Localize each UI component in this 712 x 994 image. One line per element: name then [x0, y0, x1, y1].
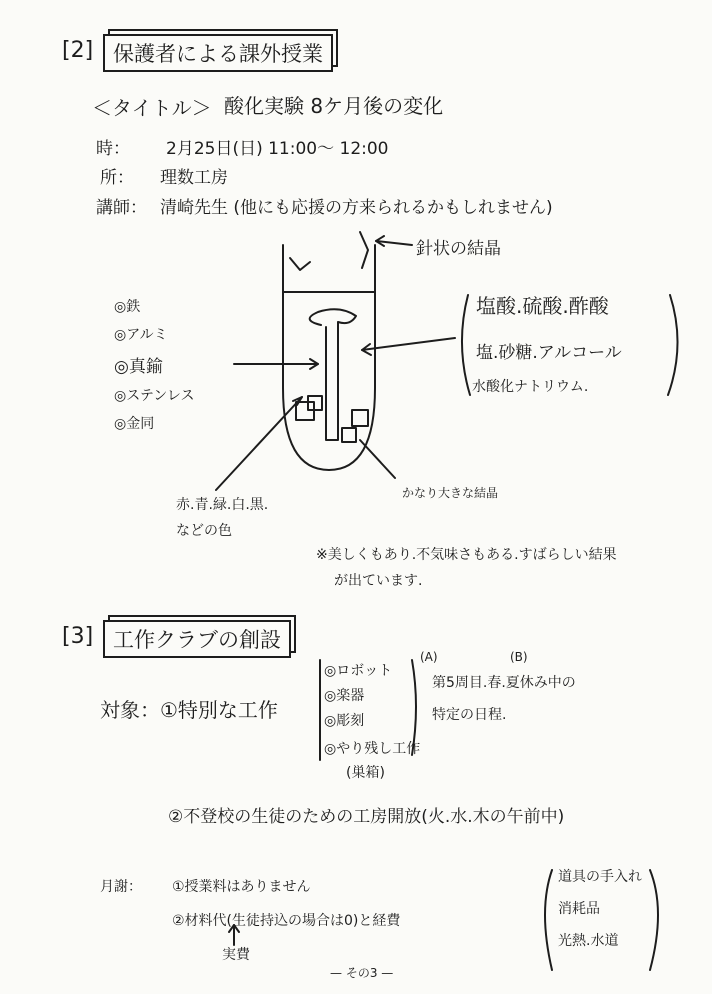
expense-item: 消耗品 — [558, 901, 600, 917]
result-note-line2: が出ています. — [334, 573, 423, 589]
section3-title: 工作クラブの創設 — [103, 620, 291, 658]
expense-item: 道具の手入れ — [558, 869, 642, 885]
place-label: 所： — [100, 168, 134, 188]
title-label: ＜タイトル＞ — [92, 96, 212, 120]
teacher-label: 講師： — [96, 198, 147, 218]
club-option: ◎楽器 — [324, 688, 365, 704]
fee-item2: ②材料代(生徒持込の場合は0)と経費 — [172, 913, 401, 929]
colors-line2: などの色 — [176, 523, 232, 539]
section3-number: [3] — [62, 624, 94, 649]
page-number: — その3 — — [330, 966, 394, 980]
schedule-line1: 第5周目.春.夏休み中の — [432, 675, 576, 691]
section2-number: [2] — [62, 38, 94, 63]
colors-line1: 赤.青.緑.白.黒. — [176, 497, 269, 513]
acids-line2: 塩.砂糖.アルコール — [476, 343, 622, 363]
club-option: ◎彫刻 — [324, 713, 365, 729]
large-crystal-label: かなり大きな結晶 — [402, 486, 499, 500]
metal-item: ◎アルミ — [114, 327, 168, 343]
needle-crystal-2 — [360, 232, 368, 268]
place-value: 理数工房 — [160, 168, 228, 188]
experiment-title: 酸化実験 8ケ月後の変化 — [224, 94, 444, 118]
acids-line3: 水酸化ナトリウム. — [472, 379, 589, 395]
fee-label: 月謝： — [100, 879, 142, 895]
result-note-line1: ※美しくもあり.不気味さもある.すばらしい結果 — [316, 547, 617, 563]
test-tube — [283, 245, 375, 470]
needle-crystal-label: 針状の結晶 — [416, 239, 501, 259]
acids-line1: 塩酸.硫酸.酢酸 — [476, 294, 609, 318]
metal-rod — [310, 309, 356, 440]
schedule-line2: 特定の日程. — [432, 707, 507, 723]
section2-title: 保護者による課外授業 — [103, 34, 333, 72]
club-option: ◎やり残し工作 — [324, 741, 421, 757]
metal-item: ◎金同 — [114, 416, 155, 432]
time-label: 時： — [96, 139, 130, 159]
crystal-3 — [352, 410, 368, 426]
teacher-value: 清崎先生 (他にも応援の方来られるかもしれません) — [160, 198, 553, 218]
needle-crystal-1 — [290, 258, 310, 270]
metal-item: ◎鉄 — [114, 299, 141, 315]
metal-item: ◎ステンレス — [114, 388, 195, 404]
item2-open-workshop: ②不登校の生徒のための工房開放(火.水.木の午前中) — [168, 807, 565, 827]
club-option: ◎ロボット — [324, 663, 393, 679]
metal-item: ◎真鍮 — [114, 357, 163, 377]
nest-box-note: (巣箱) — [346, 765, 385, 781]
fee-item1: ①授業料はありません — [172, 879, 311, 895]
time-value: 2月25日(日) 11:00〜 12:00 — [166, 139, 389, 159]
mark-a: (A) — [420, 650, 438, 664]
mark-b: (B) — [510, 650, 528, 664]
actual-cost-label: 実費 — [222, 947, 250, 963]
target-label: 対象：①特別な工作 — [100, 698, 278, 722]
expense-item: 光熱.水道 — [558, 933, 619, 949]
crystal-4 — [342, 428, 356, 442]
